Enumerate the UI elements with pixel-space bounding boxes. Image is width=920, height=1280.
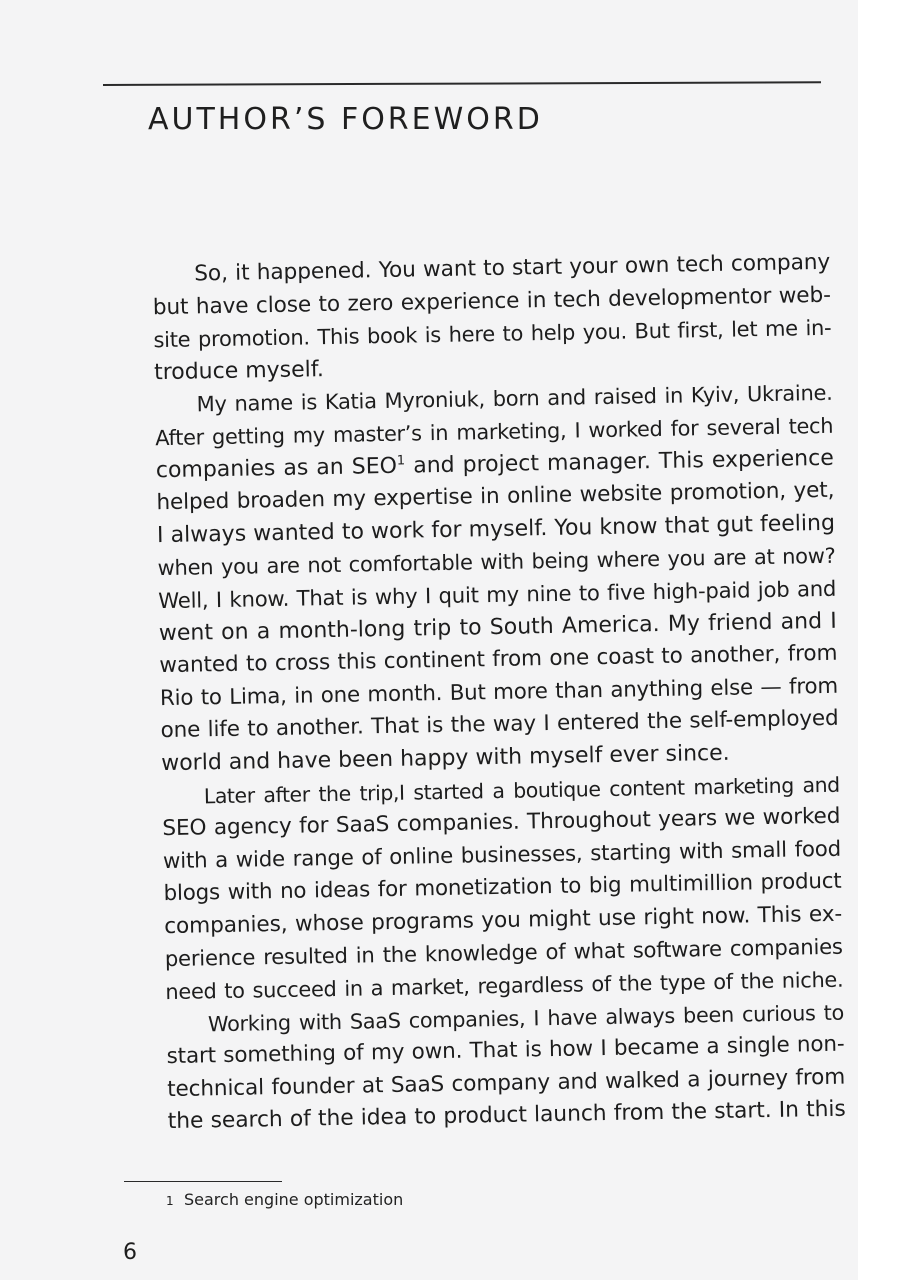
footnote-text: Search engine optimization bbox=[184, 1190, 404, 1209]
text-line: site promotion. This book is here to help you. But first, let me in- bbox=[153, 315, 832, 353]
text-line: world and have been happy with myself ever since. bbox=[161, 740, 730, 777]
text-segment: and project manager. This experience bbox=[413, 445, 834, 479]
text-line: Later after the trip,I started a boutique content marketing and bbox=[203, 772, 840, 808]
scan-margin bbox=[858, 0, 920, 1280]
text-line: companies, whose programs you might use right now. This ex- bbox=[163, 901, 843, 939]
text-line: but have close to zero experience in tech developmentor web- bbox=[152, 282, 831, 320]
text-line: troduce myself. bbox=[153, 356, 325, 385]
header-rule bbox=[103, 81, 821, 86]
paragraph-4 bbox=[124, 996, 846, 1140]
text-line: blogs with no ideas for monetization to big multimillion product bbox=[163, 868, 842, 907]
text-line: wanted to cross this continent from one coast to another, from bbox=[159, 640, 838, 679]
text-line: I always wanted to work for myself. You know that gut feeling bbox=[156, 510, 836, 548]
footnote-rule bbox=[124, 1181, 282, 1182]
text-line: So, it happened. You want to start your own tech company bbox=[194, 249, 831, 287]
text-line: one life to another. That is the way I entered the self-employed bbox=[160, 706, 839, 744]
text-line: SEO agency for SaaS companies. Throughout years we worked bbox=[162, 803, 841, 842]
footnote-reference: 1 bbox=[396, 452, 406, 469]
text-line: My name is Katia Myroniuk, born and raised in Kyiv, Ukraine. bbox=[196, 381, 833, 417]
text-line: technical founder at SaaS company and walked a journey from bbox=[166, 1064, 846, 1102]
chapter-heading: AUTHOR’S FOREWORD bbox=[148, 102, 543, 137]
page-number: 6 bbox=[123, 1240, 137, 1265]
text-line: with a wide range of online businesses, starting with small food bbox=[162, 836, 842, 874]
text-line: Working with SaaS companies, I have always been curious to bbox=[207, 1000, 845, 1036]
text-line: when you are not comfortable with being where you are at now? bbox=[157, 544, 836, 581]
text-line: start something of my own. That is how I became a single non- bbox=[166, 1031, 845, 1070]
text-line: went on a month-long trip to South America. My friend and I bbox=[158, 608, 837, 646]
paragraph-1 bbox=[110, 247, 832, 391]
text-line: helped broaden my expertise in online website promotion, yet, bbox=[156, 477, 835, 516]
text-line: perience resulted in the knowledge of what software companies bbox=[164, 934, 843, 972]
text-line: After getting my master’s in marketing, I worked for several tech bbox=[155, 413, 834, 451]
text-segment: companies as an SEO bbox=[155, 453, 398, 483]
body-text bbox=[110, 247, 846, 1140]
paragraph-3 bbox=[120, 768, 844, 1009]
footnote-number: 1 bbox=[166, 1194, 174, 1208]
text-line: Well, I know. That is why I quit my nine to five high-paid job and bbox=[158, 575, 837, 614]
paragraph-2 bbox=[112, 377, 839, 781]
text-line: the search of the idea to product launch from the start. In this bbox=[167, 1097, 846, 1135]
text-line: need to succeed in a market, regardless of the type of the niche. bbox=[165, 967, 844, 1005]
text-line: Rio to Lima, in one month. But more than anything else — from bbox=[159, 673, 839, 711]
